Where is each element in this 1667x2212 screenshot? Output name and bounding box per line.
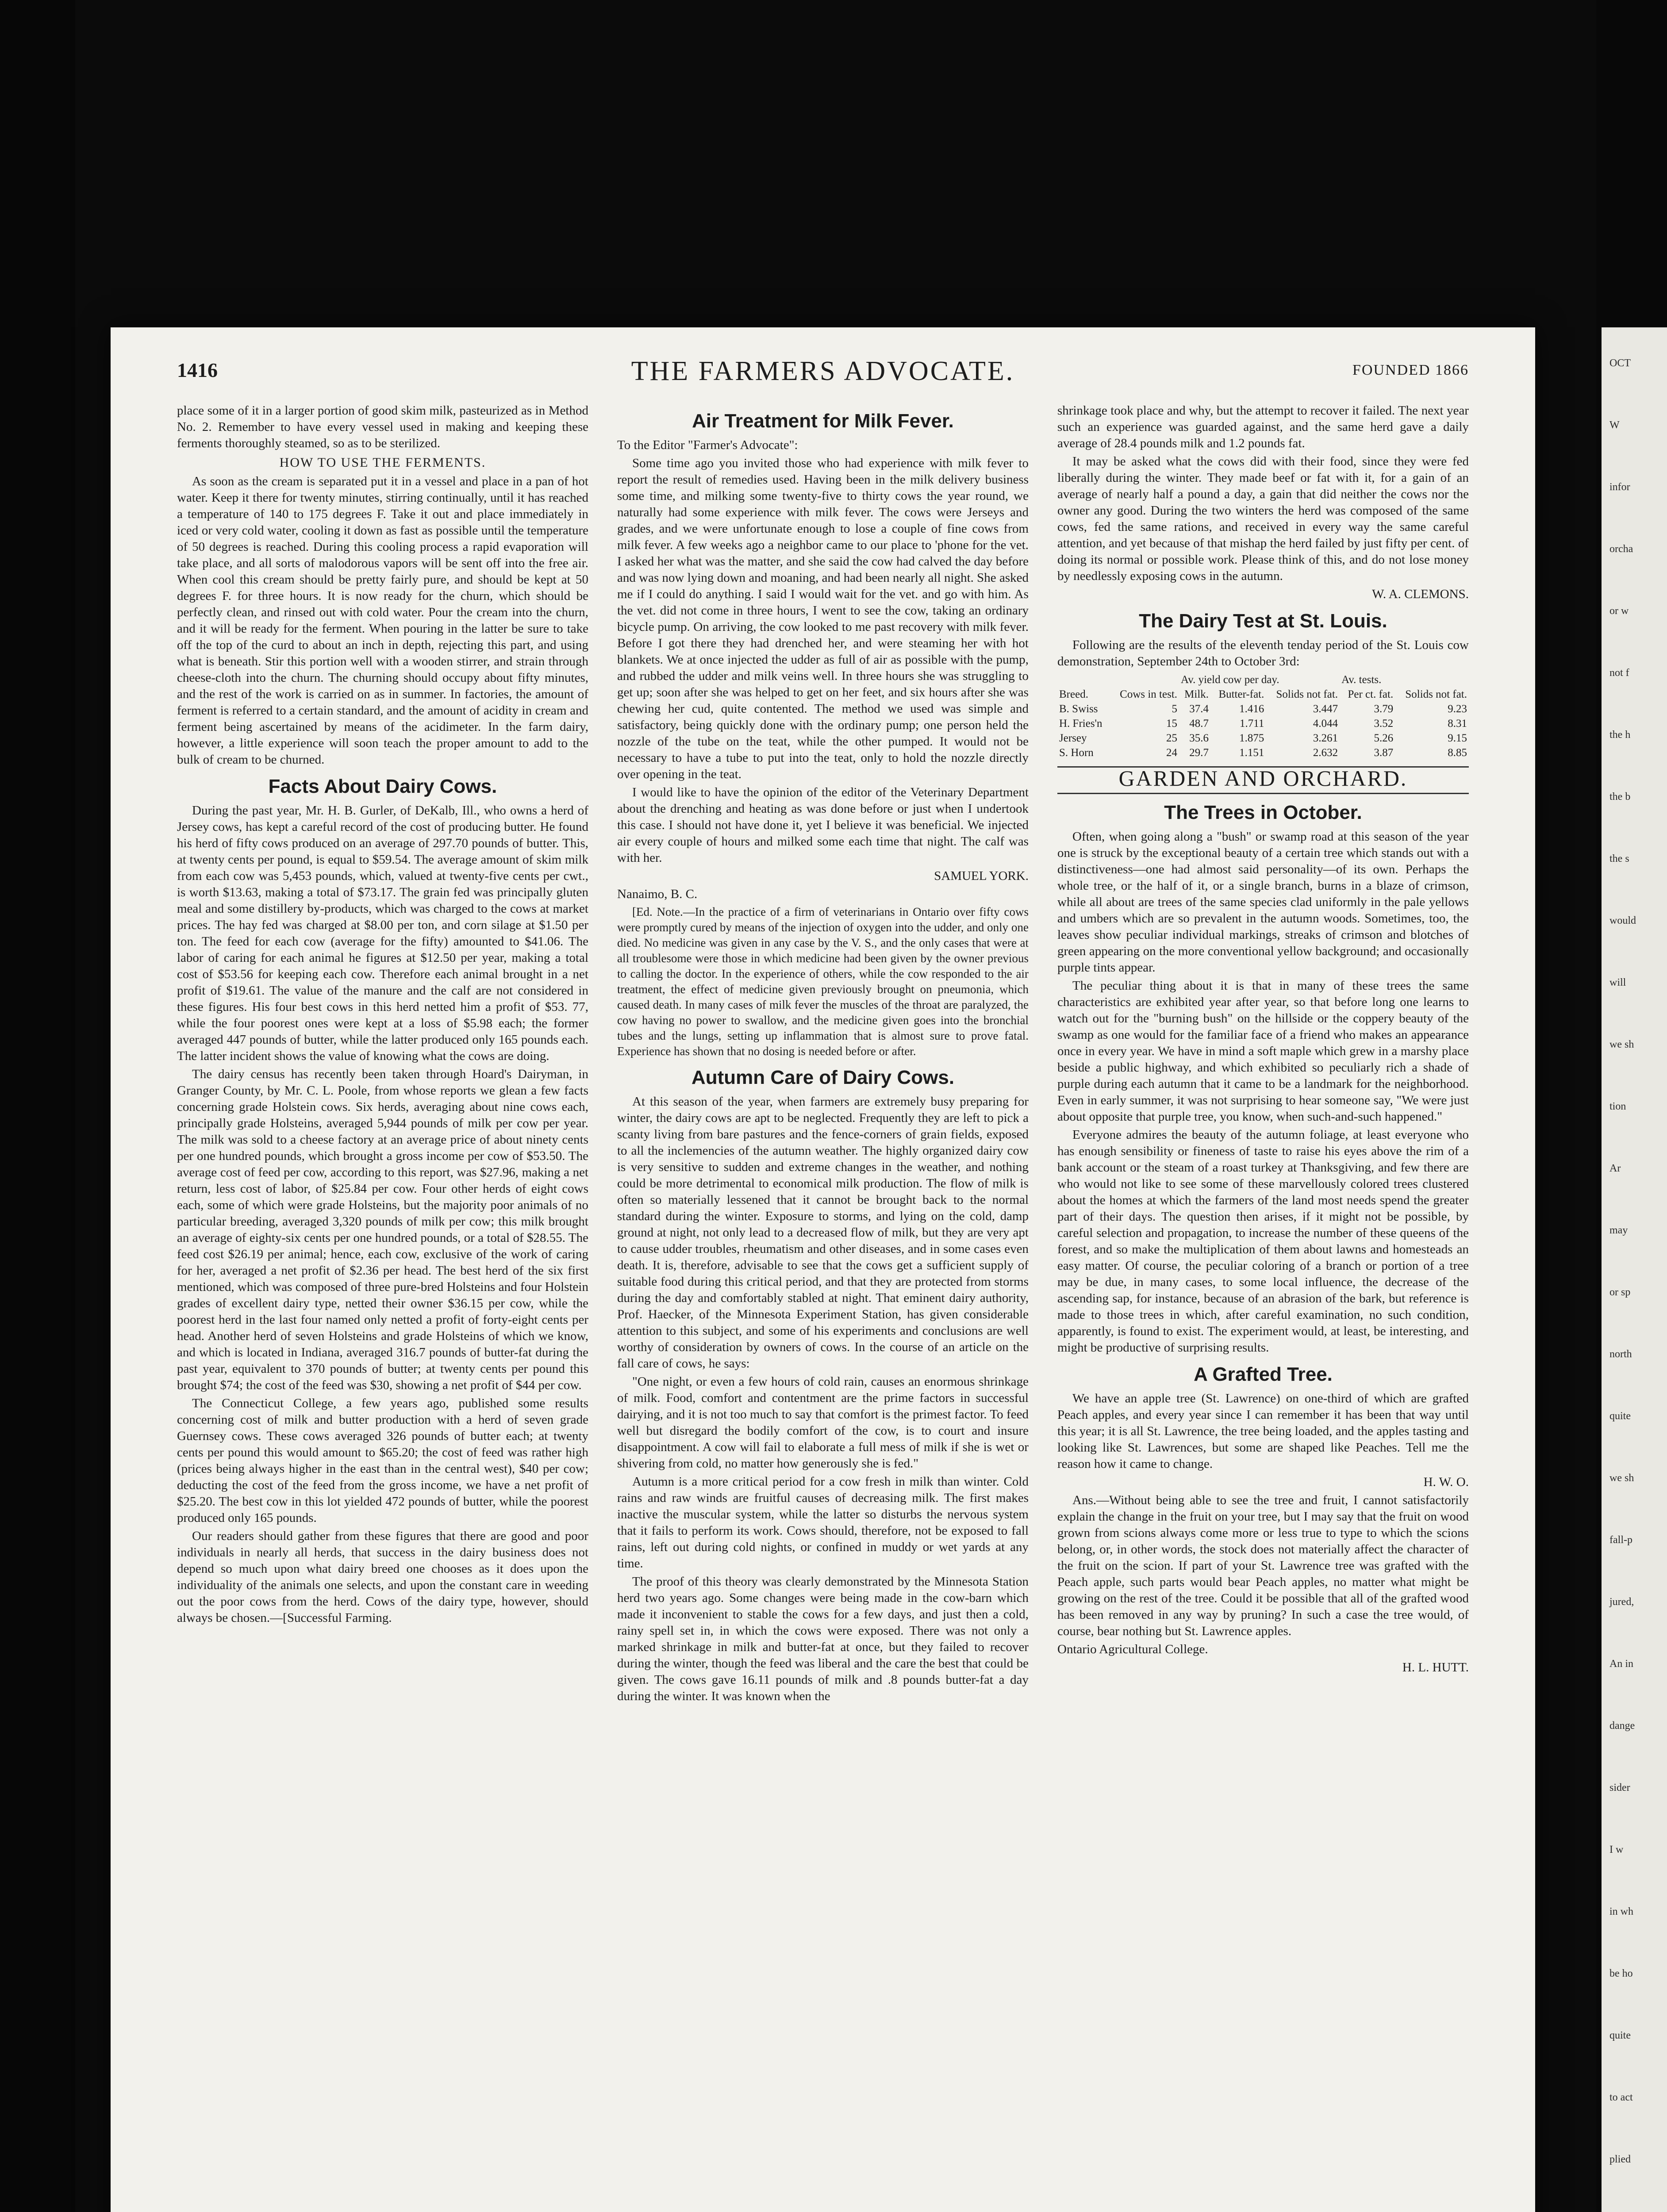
- table-cell: 3.261: [1313, 732, 1338, 744]
- autumn-paragraph: Autumn is a more critical period for a cow fresh in milk than winter. Cold rains and raw winds are fruitful causes of decreasing milk. The first makes inactive the muscular system, while the latter so disturbs the nervous system that it fails to perform its work. Cows should, therefore, not be exposed to fall rains, left out during cold nights, or confined in muddy or wet yards at any time.: [617, 1475, 1029, 1571]
- adjacent-page-text: or sp: [1609, 1286, 1631, 1298]
- table-cell: 1.416: [1239, 703, 1264, 715]
- adjacent-page-text: fall-p: [1609, 1534, 1632, 1546]
- autumn-paragraph: "One night, or even a few hours of cold rain, causes an enormous shrinkage of milk. Food, comfort and contentment are the prime factors in successful dairying, and it is not too much to say that comfort is the primest factor. To feed well but disregard the bodily comfort of the cow, is to court and insure disappointment. A cow will fail to elaborate a full mess of milk if she is wet or shivering from cold, no matter how generously she is fed.": [617, 1375, 1029, 1471]
- grafted-question: We have an apple tree (St. Lawrence) on one-third of which are grafted Peach apples, and every year since I can remember it has been that way until this year; it is all St. Lawrence, the tree being loaded, and the apples tasting and looking like St. Lawrences, but some are shaped like Peaches. Tell me the reason how it came to change.: [1057, 1391, 1469, 1471]
- column-3: [1057, 403, 1469, 2212]
- adjacent-page-fragment: [1602, 327, 1667, 2212]
- adjacent-page-text: jured,: [1609, 1596, 1634, 1608]
- section-divider: [1057, 793, 1469, 794]
- grafted-initials: H. W. O.: [1423, 1475, 1469, 1489]
- autumn-paragraph: The proof of this theory was clearly demonstrated by the Minnesota Station herd two years ago. Some changes were being made in the cow-barn which made it inconvenient to stable the cows for a few days, and just then a cold, rainy spell set in, in which the cows were exposed. There was not only a marked shrinkage in milk and butter-fat at once, but they failed to recover during the winter, though the feed was liberal and the care the best that could be given. The cows gave 16.11 pounds of milk and .8 pounds butter-fat a day during the winter. It was known when the: [617, 1575, 1029, 1703]
- air-place: Nanaimo, B. C.: [617, 887, 698, 901]
- table-group-header: Av. tests.: [1341, 674, 1382, 686]
- adjacent-page-text: not f: [1609, 667, 1629, 679]
- trees-october-title: The Trees in October.: [1164, 802, 1362, 823]
- grafted-signature: H. L. HUTT.: [1402, 1660, 1469, 1674]
- grafted-answer: Ans.—Without being able to see the tree and fruit, I cannot satisfactorily explain the change in the fruit on your tree, but I may say that the fruit on wood grown from scions always come more or less true to type to which the scions belong, or, in other words, the stock does not materially affect the character of the fruit on the scion. If part of your St. Lawrence tree was grafted with the Peach apple, such parts would bear Peach apples, no matter what might be growing on the rest of the tree. Could it be possible that all of the grafted wood has been removed in any way by pruning? In such a case the tree would, of course, bear nothing but St. Lawrence apples.: [1057, 1493, 1469, 1638]
- adjacent-page-text: we sh: [1609, 1039, 1634, 1050]
- table-column-header: Solids not fat.: [1276, 688, 1338, 700]
- grafted-college: Ontario Agricultural College.: [1057, 1642, 1208, 1656]
- table-column-header: Per ct. fat.: [1348, 688, 1394, 700]
- adjacent-page-text: we sh: [1609, 1472, 1634, 1484]
- air-paragraph: I would like to have the opinion of the editor of the Veterinary Department about the drenching and heating as was done before or just when I undertook this case. I should not have done it, yet I believe it was beneficial. We injected air every couple of hours and milked some each time that night. The calf was with her.: [617, 785, 1029, 865]
- table-cell: B. Swiss: [1059, 703, 1098, 715]
- table-cell: 3.447: [1313, 703, 1338, 715]
- table-cell: 9.15: [1448, 732, 1467, 744]
- table-cell: 3.87: [1374, 747, 1394, 759]
- table-row: [1057, 716, 1469, 731]
- continuation-paragraph: shrinkage took place and why, but the attempt to recover it failed. The next year such an experience was guarded against, and the same herd gave a daily average of 28.4 pounds milk and 1.2 pounds fat.: [1057, 403, 1469, 450]
- air-signature: SAMUEL YORK.: [934, 869, 1029, 883]
- continuation-signature: W. A. CLEMONS.: [1372, 587, 1469, 601]
- table-cell: 37.4: [1189, 703, 1209, 715]
- ferments-intro: place some of it in a larger portion of good skim milk, pasteurized as in Method No. 2. Remember to have every vessel used in making and keeping these ferments thoroughly steamed, so as to be sterilized.: [177, 403, 588, 450]
- adjacent-page-text: orcha: [1609, 543, 1633, 555]
- adjacent-page-text: Ar: [1609, 1163, 1621, 1174]
- facts-paragraph: The dairy census has recently been taken through Hoard's Dairyman, in Granger County, by Mr. C. L. Poole, from whose reports we glean a few facts concerning grade Holstein cows. Six herds, averaging about nine cows each, principally grade Holsteins, averaged 5,944 pounds of milk per cow per year. The milk was sold to a cheese factory at an average price of about ninety cents per one hundred pounds, which brought a gross income per cow of $53.50. The average cost of feed per cow, according to this report, was $27.96, making a net return, less cost of labor, of $25.84 per cow. Four other herds of eight cows each, some of which were grade Holsteins, but the majority poor animals of no particular breeding, averaged 3,320 pounds of milk per cow; this milk brought an average of eighty-six cents per one hundred pounds, or a total of $28.55. The feed cost $26.19 per animal; hence, each cow, exclusive of the work of caring for her, averaged a net profit of $2.36 per head. The best herd of the six first mentioned, which was composed of three pure-bred Holsteins and four Holstein grades of excellent dairy type, netted their owner $36.15 per cow, while the poorest herd in the last four named only netted a profit of forty-eight cents per head. Another herd of seven Holsteins and grade Holsteins of which we know, and which is located in Indiana, averaged 316.7 pounds of butter-fat during the past year, equivalent to 370 pounds of butter; at twenty cents per pound this brought $74; the cost of the feed was $30, showing a net profit of $44 per cow.: [177, 1067, 588, 1392]
- adjacent-page-text: infor: [1609, 481, 1630, 493]
- table-cell: 8.85: [1448, 747, 1467, 759]
- adjacent-page-text: or w: [1609, 605, 1629, 617]
- newspaper-page: [111, 327, 1535, 2212]
- table-cell: 2.632: [1313, 747, 1338, 759]
- dairy-test-intro: Following are the results of the eleventh tenday period of the St. Louis cow demonstration, September 24th to October 3rd:: [1057, 638, 1469, 668]
- column-1: [177, 403, 588, 2212]
- garden-orchard-section-title: GARDEN AND ORCHARD.: [1118, 766, 1408, 791]
- table-cell: 3.79: [1374, 703, 1394, 715]
- facts-paragraph: The Connecticut College, a few years ago, published some results concerning cost of milk and butter production with a herd of seven grade Guernsey cows. These cows averaged 326 pounds of butter each; at twenty cents per pound this would amount to $65.20; the cost of feed was rather high (prices being always higher in the east than in the central west), $40 per cow; deducting the cost of the feed from the gross income, we have a net profit of $25.20. The best cow in this lot yielded 472 pounds of butter, while the poorest produced only 165 pounds.: [177, 1396, 588, 1525]
- adjacent-page-text: the h: [1609, 729, 1631, 741]
- autumn-paragraph: At this season of the year, when farmers are extremely busy preparing for winter, the dairy cows are apt to be neglected. Frequently they are left to pick a scanty living from bare pastures and the fence-corners of grain fields, exposed to all the inclemencies of the autumn weather. The highly organized dairy cow is very sensitive to sudden and extreme changes in the weather, and nothing could be more detrimental to economical milk production. The flow of milk is often so materially lessened that it cannot be brought back to the normal standard during the winter. Exposure to storms, and lying on the cold, damp ground at night, not only lead to a decreased flow of milk, but they are very apt to cause udder troubles, rheumatism and other diseases, and in some cases even death. It is, therefore, advisable to see that the cows get a sufficient supply of suitable food during this critical period, and that they are protected from storms during the day and comfortably stabled at night. That eminent dairy authority, Prof. Haecker, of the Minnesota Experiment Station, has given considerable attention to this subject, and some of his experiments and conclusions are well worthy of consideration by owners of cows. In the course of an article on the fall care of cows, he says:: [617, 1094, 1029, 1371]
- adjacent-page-text: dange: [1609, 1720, 1635, 1732]
- film-border-left: [0, 0, 75, 2212]
- trees-paragraph: The peculiar thing about it is that in many of these trees the same characteristics are exhibited year after year, so that before long one learns to watch out for the "burning bush" on the hillside or the coppery beauty of the swamp as one would for the familiar face of a friend who makes an appearance once in every year. We have in mind a soft maple which grew in a marshy place beside a public highway, and which exhibited so peculiarly rich a shade of purple during each autumn that it came to be a landmark for the neighborhood. Even in early summer, it was not surprising to hear someone say, "We were just about opposite that purple tree, you know, when such-and-such happened.": [1057, 979, 1469, 1124]
- adjacent-page-text: in wh: [1609, 1906, 1633, 1917]
- adjacent-page-text: be ho: [1609, 1968, 1633, 1979]
- page-number: 1416: [177, 359, 218, 381]
- adjacent-page-text: An in: [1609, 1658, 1633, 1670]
- facts-paragraph: Our readers should gather from these figures that there are good and poor individuals in nearly all herds, that success in the dairy business does not depend so much upon what dairy breed one chooses as it does upon the individuality of the animals one selects, and upon the constant care in weeding out the poor cows from the herd. Cows of the dairy type, however, should always be chosen.—[Successful Farming.: [177, 1529, 588, 1625]
- table-cell: 4.044: [1313, 718, 1338, 730]
- table-cell: 8.31: [1448, 718, 1467, 730]
- dairy-test-title: The Dairy Test at St. Louis.: [1139, 610, 1387, 632]
- table-cell: Jersey: [1059, 732, 1087, 744]
- adjacent-page-text: to act: [1609, 2092, 1633, 2103]
- adjacent-page-text: quite: [1609, 1410, 1631, 1422]
- table-group-header: Av. yield cow per day.: [1181, 674, 1279, 686]
- table-cell: 25: [1166, 732, 1178, 744]
- grafted-tree-title: A Grafted Tree.: [1194, 1363, 1333, 1385]
- adjacent-page-text: I w: [1609, 1844, 1624, 1855]
- ferments-paragraph: As soon as the cream is separated put it in a vessel and place in a pan of hot water. Keep it there for twenty minutes, stirring continually, until it has reached a temperature of 140 to 175 degrees F. Take it out and place immediately in iced or very cold water, cooling it down as fast as possible until the temperature of 50 degrees is reached. During this cooling process a rapid evaporation will take place, and all sorts of malodorous vapors will be sent off into the free air. When cool this cream should be pretty fairly pure, and should be kept at 50 degrees F. for three hours. It is now ready for the churn, which should be perfectly clean, and rinsed out with cold water. Pour the cream into the churn, and it will be ready for the ferment. When pouring in the latter be sure to take off the top of the curd to about an inch in depth, rejecting this part, and using what is beneath. Stir this portion well with a wooden stirrer, and strain through cheese-cloth into the churn. The churning should occupy about fifty minutes, and the rest of the work is carried on as in summer. In factories, the amount of ferment is referred to a certain standard, and the amount of acidity in cream and ferment being ascertained by means of the acidimeter. In the farm dairy, however, a little experience will soon teach the proper amount to add to the bulk of cream to be churned.: [177, 474, 588, 767]
- column-2: [617, 403, 1029, 2212]
- adjacent-page-text: the b: [1609, 791, 1631, 803]
- facts-paragraph: During the past year, Mr. H. B. Gurler, of DeKalb, Ill., who owns a herd of Jersey cows, has kept a careful record of the cost of producing butter. He found his herd of fifty cows produced on an average of 297.70 pounds of butter. This, at twenty cents per pound, is equal to $59.54. The average amount of skim milk from each cow was 5,453 pounds, which, valued at twenty-five cents per cwt., is worth $13.63, making a total of $73.17. The grain fed was principally gluten meal and some distillery by-products, which was charged to the cows at market prices. The hay fed was charged at $8.00 per ton, and corn silage at $1.50 per ton. The feed for each cow (average for the fifty) amounted to $41.06. The labor of caring for each animal he figures at $12.50 per year, making a total cost of $53.56 for keeping each cow. Therefore each animal brought in a net profit of $19.61. The value of the manure and the calf are not considered in these figures. His four best cows in this herd netted him a profit of $53. 77, while the four poorest ones were kept at a loss of $5.98 each; the former averaged 447 pounds of butter, while the latter produced only 165 pounds each. The latter incident shows the value of knowing what the cows are doing.: [177, 803, 588, 1063]
- table-cell: 15: [1166, 718, 1178, 730]
- dairy-test-table: [1057, 672, 1469, 760]
- table-cell: 48.7: [1189, 718, 1209, 730]
- table-column-header: Solids not fat.: [1405, 688, 1467, 700]
- ferments-subhead: HOW TO USE THE FERMENTS.: [279, 455, 486, 470]
- table-cell: 24: [1166, 747, 1178, 759]
- adjacent-page-text: tion: [1609, 1101, 1626, 1112]
- table-cell: 5: [1172, 703, 1178, 715]
- masthead-title: THE FARMERS ADVOCATE.: [631, 356, 1015, 386]
- trees-paragraph: Often, when going along a "bush" or swamp road at this season of the year one is struck by the exceptional beauty of a certain tree which stands out with a distinctiveness—one had almost said personality—of its own. Perhaps the whole tree, or the half of it, or a single branch, burns in a blaze of crimson, while all about are trees of the same species clad uniformly in the pale yellows and umbers which are so prevalent in the autumn woods. Sometimes, too, the leaves show peculiar individual markings, streaks of crimson and blotches of green appearing on the more conventional yellow background; and occasionally purple tints appear.: [1057, 830, 1469, 975]
- trees-paragraph: Everyone admires the beauty of the autumn foliage, at least everyone who has enough sensibility or fineness of taste to raise his eyes above the rim of a bank account or the steam of a roast turkey at Thanksgiving, and few there are who would not like to see some of these marvellously colored trees clustered about the homes at which the farmers of the land most needs spend the greater part of their days. The question then arises, if it might not be possible, by careful selection and propagation, to increase the number of these queens of the forest, and so make the multiplication of them about lawns and homesteads an easy matter. Of course, the peculiar coloring of a branch or portion of a tree may be due, in many cases, to some local influence, the decrease of the ascending sap, for instance, because of an abrasion of the bark, but reference is made to those trees in which, after careful examination, no such condition, apparently, is found to exist. The experiment would, at least, be interesting, and might be productive of surprising results.: [1057, 1128, 1469, 1355]
- table-body: [1057, 702, 1469, 760]
- table-row: [1057, 745, 1469, 760]
- table-cell: 5.26: [1374, 732, 1394, 744]
- table-cell: 35.6: [1189, 732, 1209, 744]
- page-header: [177, 358, 1469, 385]
- adjacent-page-text: sider: [1609, 1782, 1630, 1793]
- adjacent-page-text: north: [1609, 1348, 1632, 1360]
- continuation-paragraph: It may be asked what the cows did with their food, since they were fed liberally during the winter. They made beef or fat with it, for a gain of an average of nearly half a pound a day, a gain that did neither the cows nor the owner any good. During the two winters the herd was composed of the same cows, fed the same rations, and received in every way the same careful attention, and yet because of that mishap the herd failed by just fifty per cent. of doing its normal or possible work. Please think of this, and do not lose money by needlessly exposing cows in the autumn.: [1057, 454, 1469, 583]
- table-column-header: Breed.: [1059, 688, 1088, 700]
- air-paragraph: Some time ago you invited those who had experience with milk fever to report the result of remedies used. Having been in the milk delivery business some time, and milking some twenty-five to thirty cows the year round, we naturally had some experience with milk fever. The cows were Jerseys and grades, and we were unfortunate enough to lose a couple of fine cows from milk fever. A few weeks ago a neighbor came to our place to 'phone for the vet. I asked her what was the matter, and she said the cow had calved the day before and was now lying down and moaning, and had been nearly all night. She asked me if I could do anything. I said I would wait for the vet. and go with him. As the vet. did not come in three hours, I went to see the cow, taking an ordinary bicycle pump. On arriving, the cow looked to me past recovery with milk fever. Before I got there they had drenched her, and were steaming her with hot blankets. We at once injected the udder as full of air as possible with the pump, and rubbed the udder and milk veins well. In three hours she was struggling to get up; soon after she was helped to get on her feet, and six hours after she was chewing her cud, quite contented. The method we used was simple and satisfactory, being quickly done with the ordinary pump; one person held the nozzle of the tube on the teat, while the other pumped. It would not be necessary to have a tube to put into the teat, only to hold the nozzle directly over opening in the teat.: [617, 456, 1029, 781]
- table-cell: 1.875: [1239, 732, 1264, 744]
- table-row: [1057, 731, 1469, 745]
- table-cell: S. Horn: [1059, 747, 1094, 759]
- adjacent-page-text: plied: [1609, 2154, 1631, 2165]
- adjacent-page-text: W: [1609, 419, 1620, 431]
- adjacent-page-text: may: [1609, 1225, 1628, 1236]
- adjacent-page-text: would: [1609, 915, 1636, 926]
- founded-line: FOUNDED 1866: [1352, 362, 1469, 378]
- facts-dairy-cows-title: Facts About Dairy Cows.: [268, 776, 497, 797]
- table-cell: 9.23: [1448, 703, 1467, 715]
- table-column-header: Cows in test.: [1120, 688, 1178, 700]
- adjacent-page-text: OCT: [1609, 357, 1631, 369]
- adjacent-page-text: the s: [1609, 853, 1629, 864]
- adjacent-page-text: quite: [1609, 2030, 1631, 2041]
- table-column-header: Milk.: [1184, 688, 1209, 700]
- air-treatment-title: Air Treatment for Milk Fever.: [692, 410, 954, 432]
- table-row: [1057, 702, 1469, 716]
- table-cell: 3.52: [1374, 718, 1394, 730]
- table-header-row: [1057, 687, 1469, 702]
- table-cell: 29.7: [1189, 747, 1209, 759]
- adjacent-page-text: will: [1609, 977, 1626, 988]
- table-cell: 1.151: [1239, 747, 1264, 759]
- autumn-care-title: Autumn Care of Dairy Cows.: [691, 1067, 955, 1088]
- air-salutation: To the Editor "Farmer's Advocate":: [617, 438, 798, 452]
- editor-note: [Ed. Note.—In the practice of a firm of veterinarians in Ontario over fifty cows were promptly cured by means of the injection of oxygen into the udder, and only one died. No medicine was given in any case by the V. S., and the only cases that were at all troublesome were those in which medicine had been given by the owner previous to calling the doctor. In the experience of others, while the cow responded to the air treatment, the effect of medicine given previously brought on pneumonia, which caused death. In many cases of milk fever the muscles of the throat are paralyzed, the cow having no power to swallow, and the medicine given goes into the bronchial tubes and the lungs, setting up inflammation that is almost sure to prove fatal. Experience has shown that no dosing is needed before or after.: [617, 905, 1029, 1058]
- table-cell: H. Fries'n: [1059, 718, 1102, 730]
- table-cell: 1.711: [1240, 718, 1264, 730]
- table-column-header: Butter-fat.: [1218, 688, 1264, 700]
